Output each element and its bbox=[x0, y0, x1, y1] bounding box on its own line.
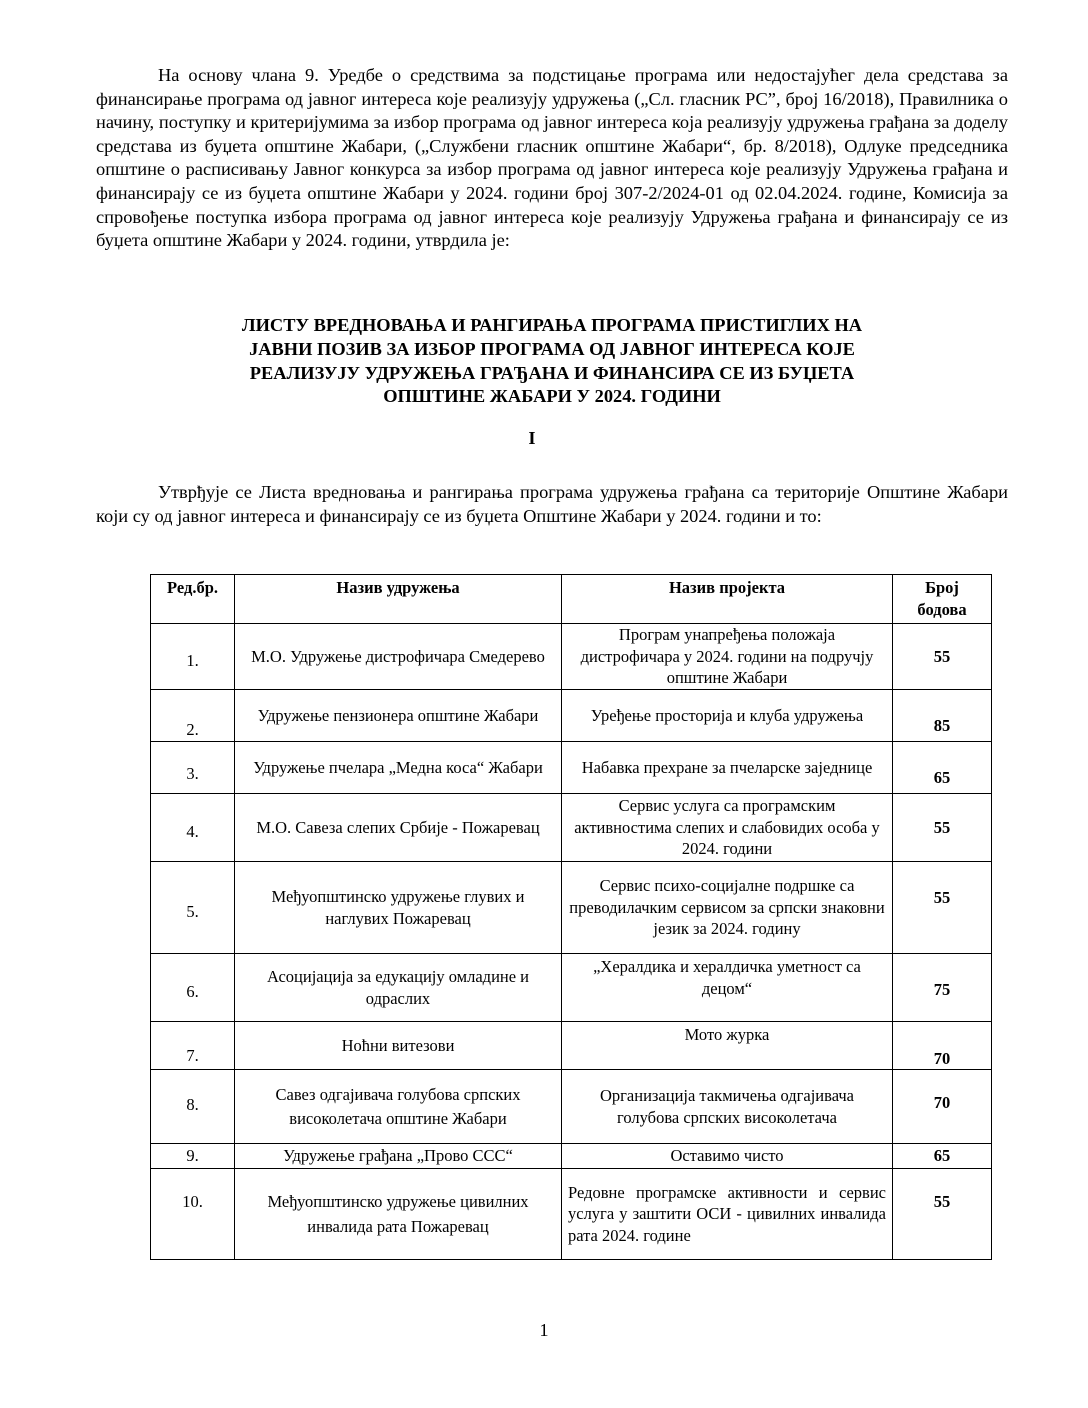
row-association: Савез одгајивача голубова српских високолетача општине Жабари bbox=[235, 1070, 562, 1144]
row-association: Међуопштинско удружење глувих и наглувих Пожаревац bbox=[235, 862, 562, 954]
row-num: 8. bbox=[151, 1070, 235, 1144]
intro-paragraph: На основу члана 9. Уредбе о средствима за подстицање програма или недостајућег дела средстава за финансирање програма од јавног интереса које реализују удружења („Сл. гласник РС”, број 16/2018), Правилника о начину, поступку и критеријумима за избор програма од јавног интереса која реализују удружења грађана за доделу средстава из буџета општине Жабари, („Службени гласник општине Жабари“, бр. 8/2018), Одлуке председника општине о расписивању Јавног конкурса за избор програма од јавног интереса које реализују Удружења грађана и финансирају се из буџета општине Жабари у 2024. години број 307-2/2024-01 од 02.04.2024. године, Комисија за спровођење поступка избора програма од јавног интереса које реализују Удружења грађана и финансирају се из буџета општине Жабари у 2024. години, утврдила је: bbox=[96, 65, 1008, 251]
row-project: Програм унапређења положаја дистрофичара у 2024. години на подручју општине Жабари bbox=[562, 624, 893, 690]
table-row bbox=[151, 1169, 992, 1260]
row-project: Оставимо чисто bbox=[562, 1144, 893, 1169]
row-score: 65 bbox=[893, 742, 992, 794]
row-num: 4. bbox=[151, 794, 235, 862]
row-association: М.О. Удружење дистрофичара Смедерево bbox=[235, 624, 562, 690]
row-num: 1. bbox=[151, 624, 235, 690]
heading-line: ЈАВНИ ПОЗИВ ЗА ИЗБОР ПРОГРАМА ОД ЈАВНОГ ИНТЕРЕСА КОЈЕ bbox=[249, 338, 855, 359]
row-score: 55 bbox=[893, 1169, 992, 1260]
table-row bbox=[151, 1144, 992, 1169]
row-num: 2. bbox=[151, 690, 235, 742]
table-row bbox=[151, 624, 992, 690]
heading-line: ЛИСТУ ВРЕДНОВАЊА И РАНГИРАЊА ПРОГРАМА ПРИСТИГЛИХ НА bbox=[241, 315, 863, 335]
row-score: 75 bbox=[893, 954, 992, 1022]
section-number: I bbox=[528, 428, 536, 448]
section-paragraph: Утврђује се Листа вредновања и рангирања програма удружења грађана са територије Општине Жабари који су од јавног интереса и финансирају се из буџета Општине Жабари у 2024. години и то: bbox=[96, 482, 1008, 526]
row-project: Сервис услуга са програмским активностима слепих и слабовидих особа у 2024. години bbox=[562, 794, 893, 862]
row-project: Редовне програмске активности и сервис услуга у заштити ОСИ - цивилних инвалида рата 2024. године bbox=[562, 1169, 893, 1260]
header-num: Ред.бр. bbox=[151, 575, 235, 624]
table-row bbox=[151, 742, 992, 794]
table-row bbox=[151, 1070, 992, 1144]
table-row bbox=[151, 690, 992, 742]
row-num: 3. bbox=[151, 742, 235, 794]
row-association: Удружење пензионера општине Жабари bbox=[235, 690, 562, 742]
row-project: „Хералдика и хералдичка уметност са децом“ bbox=[562, 954, 893, 1022]
table-row bbox=[151, 954, 992, 1022]
row-association: Ноћни витезови bbox=[235, 1022, 562, 1070]
header-project: Назив пројекта bbox=[562, 575, 893, 624]
row-num: 6. bbox=[151, 954, 235, 1022]
row-project: Сервис психо-социјалне подршке са преводилачким сервисом за српски знаковни језик за 2024. годину bbox=[562, 862, 893, 954]
page-number: 1 bbox=[539, 1320, 549, 1340]
heading-line: ОПШТИНЕ ЖАБАРИ У 2024. ГОДИНИ bbox=[383, 386, 721, 407]
row-num: 7. bbox=[151, 1022, 235, 1070]
row-association: Удружење грађана „Прово ССС“ bbox=[235, 1144, 562, 1169]
heading-line: РЕАЛИЗУЈУ УДРУЖЕЊА ГРАЂАНА И ФИНАНСИРА СЕ ИЗ БУЏЕТА bbox=[249, 362, 855, 383]
table-row bbox=[151, 1022, 992, 1070]
row-score: 65 bbox=[893, 1144, 992, 1169]
row-project: Мото журка bbox=[562, 1022, 893, 1070]
row-score: 70 bbox=[893, 1022, 992, 1070]
row-num: 9. bbox=[151, 1144, 235, 1169]
table-header-row bbox=[151, 575, 992, 624]
row-num: 10. bbox=[151, 1169, 235, 1260]
header-score: Број бодова bbox=[893, 575, 992, 624]
row-score: 55 bbox=[893, 862, 992, 954]
row-association: Међуопштинско удружење цивилних инвалида рата Пожаревац bbox=[235, 1169, 562, 1260]
document-heading bbox=[96, 314, 1008, 409]
row-project: Уређење просторија и клуба удружења bbox=[562, 690, 893, 742]
row-score: 55 bbox=[893, 794, 992, 862]
row-association: Удружење пчелара „Медна коса“ Жабари bbox=[235, 742, 562, 794]
row-association: М.О. Савеза слепих Србије - Пожаревац bbox=[235, 794, 562, 862]
row-score: 85 bbox=[893, 690, 992, 742]
row-association: Асоцијација за едукацију омладине и одраслих bbox=[235, 954, 562, 1022]
table-row bbox=[151, 794, 992, 862]
row-score: 70 bbox=[893, 1070, 992, 1144]
row-project: Организација такмичења одгајивача голубова српских високолетача bbox=[562, 1070, 893, 1144]
row-num: 5. bbox=[151, 862, 235, 954]
ranking-table bbox=[150, 574, 992, 1260]
table-row bbox=[151, 862, 992, 954]
row-score: 55 bbox=[893, 624, 992, 690]
row-project: Набавка прехране за пчеларске заједнице bbox=[562, 742, 893, 794]
header-association: Назив удружења bbox=[235, 575, 562, 624]
